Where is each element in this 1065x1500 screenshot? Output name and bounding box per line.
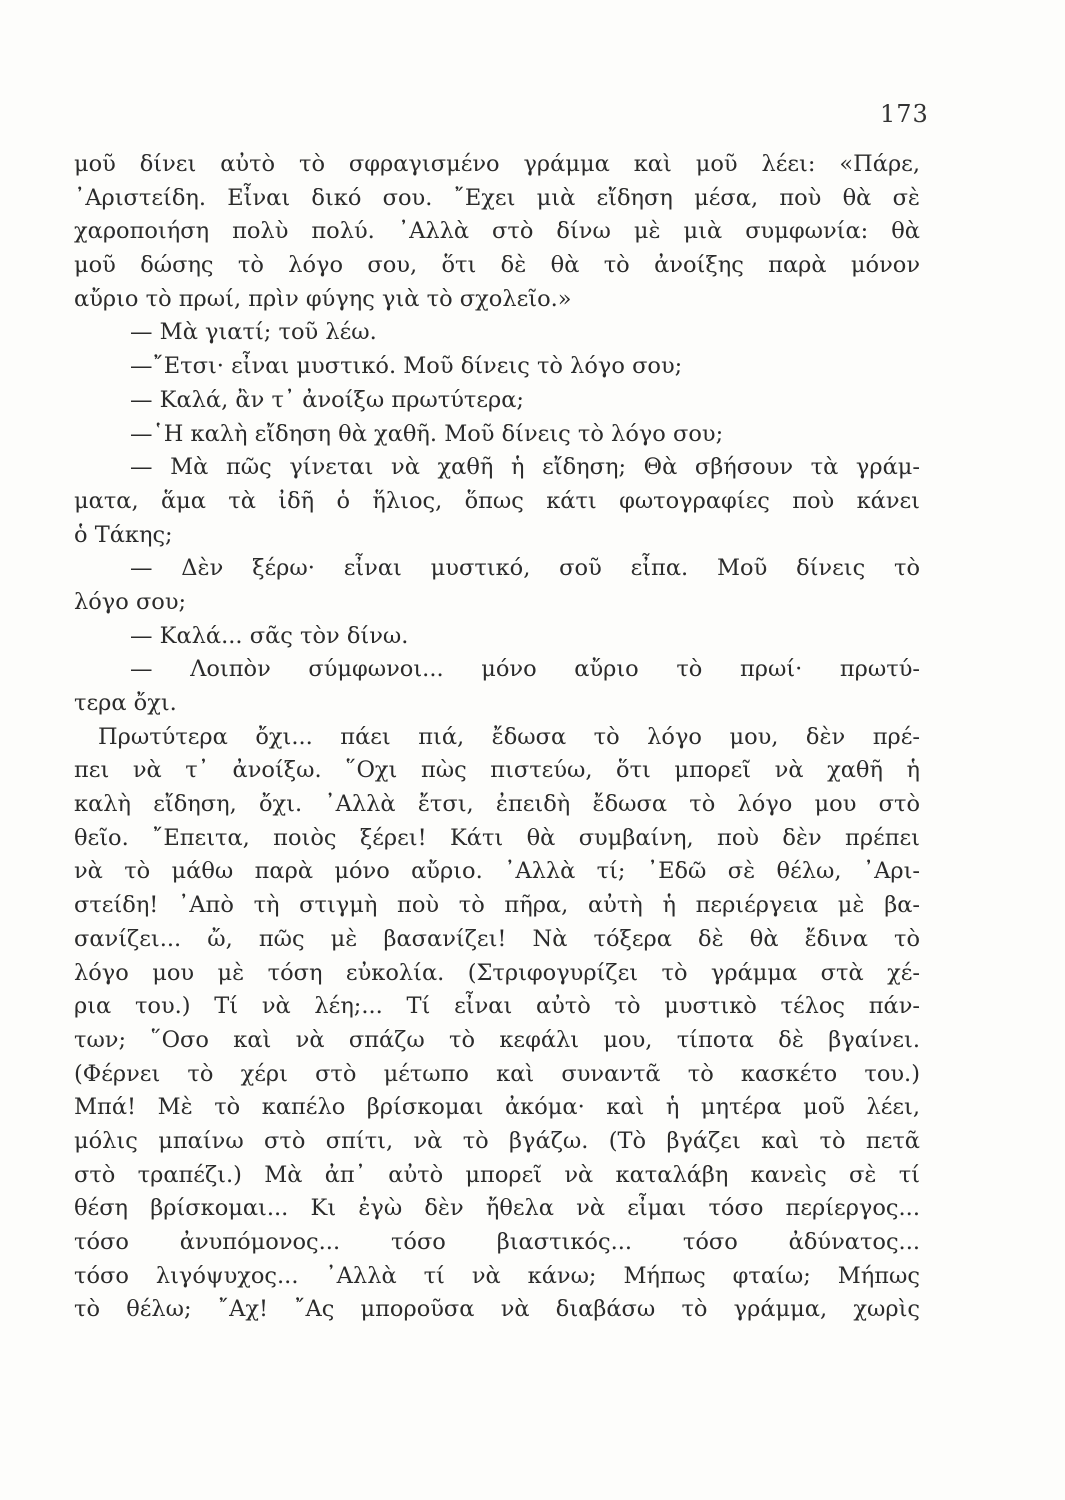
text-line: καλὴ εἴδηση, ὄχι. ᾿Αλλὰ ἔτσι, ἐπειδὴ ἔδωσα τὸ λόγο μου στὸ (74, 791, 920, 818)
page-number: 173 (880, 100, 929, 128)
text-line: στείδη! ᾿Απὸ τὴ στιγμὴ ποὺ τὸ πῆρα, αὐτὴ ἡ περιέργεια μὲ βα- (74, 892, 920, 919)
text-line: ρια του.) Τί νὰ λέη;... Τί εἶναι αὐτὸ τὸ μυστικὸ τέλος πάν- (74, 993, 920, 1020)
text-line: ματα, ἅμα τὰ ἰδῆ ὁ ἥλιος, ὅπως κάτι φωτογραφίες ποὺ κάνει (74, 487, 920, 514)
dialogue-line: — Καλά... σᾶς τὸν δίνω. (130, 622, 409, 649)
dialogue-line: — Δὲν ξέρω· εἶναι μυστικό, σοῦ εἶπα. Μοῦ δίνεις τὸ (130, 555, 920, 582)
text-line: (Φέρνει τὸ χέρι στὸ μέτωπο καὶ συναντᾶ τὸ κασκέτο του.) (74, 1060, 920, 1087)
text-line: Μπά! Μὲ τὸ καπέλο βρίσκομαι ἀκόμα· καὶ ἡ μητέρα μοῦ λέει, (74, 1094, 920, 1121)
dialogue-line: —῾Η καλὴ εἴδηση θὰ χαθῆ. Μοῦ δίνεις τὸ λόγο σου; (130, 420, 724, 447)
text-line: θεῖο. ῎Επειτα, ποιὸς ξέρει! Κάτι θὰ συμβαίνη, ποὺ δὲν πρέπει (74, 824, 920, 851)
paragraph-line: Πρωτύτερα ὄχι... πάει πιά, ἔδωσα τὸ λόγο μου, δὲν πρέ- (98, 723, 920, 750)
text-line: τερα ὄχι. (74, 690, 177, 716)
text-line: μοῦ δώσης τὸ λόγο σου, ὅτι δὲ θὰ τὸ ἀνοίξης παρὰ μόνον (74, 252, 920, 279)
text-line: ᾿Αριστείδη. Εἶναι δικό σου. ῎Εχει μιὰ εἴδηση μέσα, ποὺ θὰ σὲ (74, 184, 920, 211)
dialogue-line: — Λοιπὸν σύμφωνοι... μόνο αὔριο τὸ πρωί· πρωτύ- (130, 656, 920, 683)
text-line: αὔριο τὸ πρωί, πρὶν φύγης γιὰ τὸ σχολεῖο.» (74, 285, 572, 312)
dialogue-line: — Μὰ γιατί; τοῦ λέω. (130, 319, 377, 346)
text-line: ὁ Τάκης; (74, 521, 173, 548)
dialogue-line: — Μὰ πῶς γίνεται νὰ χαθῆ ἡ εἴδηση; Θὰ σβήσουν τὰ γράμ- (130, 454, 920, 481)
text-line: στὸ τραπέζι.) Μὰ ἀπ᾿ αὐτὸ μπορεῖ νὰ καταλάβη κανεὶς σὲ τί (74, 1161, 920, 1188)
text-line: θέση βρίσκομαι... Κι ἐγὼ δὲν ἤθελα νὰ εἶμαι τόσο περίεργος... (74, 1195, 920, 1222)
text-line: χαροποιήση πολὺ πολύ. ᾿Αλλὰ στὸ δίνω μὲ μιὰ συμφωνία: θὰ (74, 218, 920, 245)
text-line: σανίζει... ὤ, πῶς μὲ βασανίζει! Νὰ τόξερα δὲ θὰ ἔδινα τὸ (74, 925, 920, 952)
text-line: μόλις μπαίνω στὸ σπίτι, νὰ τὸ βγάζω. (Τὸ βγάζει καὶ τὸ πετᾶ (74, 1127, 920, 1154)
text-line: τόσο λιγόψυχος... ᾿Αλλὰ τί νὰ κάνω; Μήπως φταίω; Μήπως (74, 1262, 920, 1289)
text-line: τὸ θέλω; ῎Αχ! ῎Ας μποροῦσα νὰ διαβάσω τὸ γράμμα, χωρὶς (74, 1296, 920, 1323)
text-line: νὰ τὸ μάθω παρὰ μόνο αὔριο. ᾿Αλλὰ τί; ᾿Εδῶ σὲ θέλω, ᾿Αρι- (74, 858, 920, 885)
dialogue-line: —῎Ετσι· εἶναι μυστικό. Μοῦ δίνεις τὸ λόγο σου; (130, 353, 683, 380)
text-line: μοῦ δίνει αὐτὸ τὸ σφραγισμένο γράμμα καὶ μοῦ λέει: «Πάρε, (74, 151, 920, 177)
text-line: τόσο ἀνυπόμονος... τόσο βιαστικός... τόσο ἀδύνατος... (74, 1229, 920, 1255)
text-line: λόγο μου μὲ τόση εὐκολία. (Στριφογυρίζει τὸ γράμμα στὰ χέ- (74, 959, 920, 986)
text-line: πει νὰ τ᾿ ἀνοίξω. ῞Οχι πὼς πιστεύω, ὅτι μπορεῖ νὰ χαθῆ ἡ (74, 757, 920, 784)
body-text (74, 148, 920, 1327)
text-line: των; ῞Οσο καὶ νὰ σπάζω τὸ κεφάλι μου, τίποτα δὲ βγαίνει. (74, 1026, 920, 1053)
text-line: λόγο σου; (74, 588, 187, 615)
dialogue-line: — Καλά, ἂν τ᾿ ἀνοίξω πρωτύτερα; (130, 386, 525, 413)
